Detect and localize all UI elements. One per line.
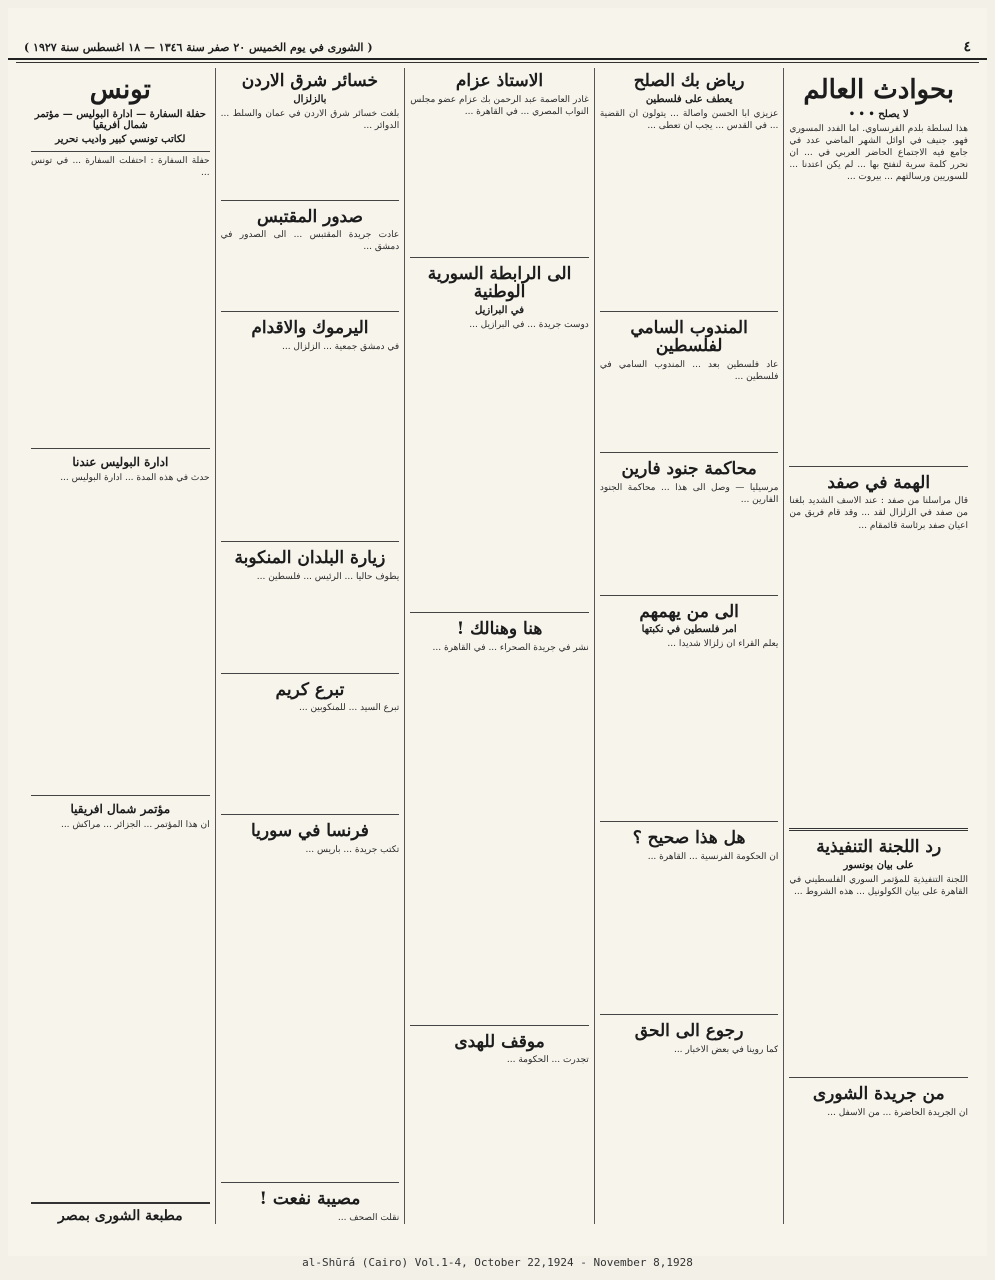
headline-france-in-syria: فرنسا في سوريا xyxy=(250,820,369,841)
subhead: امر فلسطين في نكبتها xyxy=(641,624,737,636)
columns xyxy=(26,68,973,1224)
headline-yarmouk: اليرموك والاقدام xyxy=(251,318,369,339)
page-number: ٤ xyxy=(963,39,971,55)
article-body: عاد فلسطين بعد ... المندوب السامي في فلسطين ... xyxy=(599,360,779,383)
archive-citation: al-Shūrá (Cairo) Vol.1-4, October 22,1924 - November 8,1928 xyxy=(302,1256,693,1269)
article-body: بلغت خسائر شرق الاردن في عمان والسلط ... الدوائر ... xyxy=(220,108,400,131)
byline: لكاتب تونسي كبير واديب نحرير xyxy=(55,133,186,145)
article-body: غادر العاصمة عبد الرحمن بك عزام عضو مجلس النواب المصري ... في القاهرة ... xyxy=(410,94,589,117)
article-body: نشر في جريدة الصحراء ... في القاهرة ... xyxy=(432,642,589,653)
masthead xyxy=(8,36,987,60)
article-body: تجدرت ... الحكومة ... xyxy=(506,1055,589,1066)
subhead: على بيان بونسور xyxy=(843,859,914,871)
article-body: دوست جريدة ... في البرازيل ... xyxy=(469,320,589,331)
divider xyxy=(221,673,400,674)
divider xyxy=(789,828,968,831)
headline-is-this-true: هل هذا صحيح ؟ xyxy=(632,828,746,849)
headline-useful-calamity: مصيبة نفعت ! xyxy=(259,1189,361,1210)
divider xyxy=(410,257,589,258)
headline-huda-stance: موقف للهدى xyxy=(454,1031,545,1052)
divider xyxy=(600,311,779,312)
headline-from-shura: من جريدة الشورى xyxy=(812,1083,945,1104)
divider xyxy=(31,795,210,796)
article-body: هذا لسلطة بلدم الفرنساوي. اما الفدد المسوري فهو. جنيف في اوائل الشهر الماضي عدد في جامع فيه الاجتماع الحاضر العربي في ... ان نحرر كلمة سرية لنفتح بها ... لم يكن اعتدنا ... للسوريين ورسالتهم ... بيروت ... xyxy=(789,123,968,183)
printer-credit: مطبعة الشورى بمصر xyxy=(31,1202,210,1224)
subhead: يعطف على فلسطين xyxy=(645,93,733,105)
headline-muqtabas: صدور المقتبس xyxy=(256,206,363,227)
divider xyxy=(410,612,589,613)
article-body: اللجنة التنفيذية للمؤتمر السوري الفلسطيني في القاهرة على بيان الكولونيل ... هذه الشروط ... xyxy=(789,874,968,898)
divider xyxy=(600,452,779,453)
column-3 xyxy=(404,68,594,1224)
subhead-la-yuslih: لا يصلح • • • xyxy=(848,108,909,120)
article-body: يعلم القراء ان زلزالا شديدا ... xyxy=(667,639,779,650)
headline-riad-solh: رياض بك الصلح xyxy=(633,71,745,91)
article-body: تبرع السيد ... للمنكوبين ... xyxy=(299,703,400,714)
column-1 xyxy=(783,68,973,1224)
divider xyxy=(789,466,968,467)
article-body: تكتب جريدة ... باريس ... xyxy=(305,844,400,855)
article-body: يطوف حاليا ... الرئيس ... فلسطين ... xyxy=(256,571,400,582)
divider xyxy=(31,448,210,449)
headline-tunis: تونس xyxy=(89,75,151,105)
headline-generous-donation: تبرع كريم xyxy=(275,679,345,700)
headline-stricken-towns: زيارة البلدان المنكوبة xyxy=(234,548,386,569)
article-body: ان هذا المؤتمر ... الجزائر ... مراكش ... xyxy=(60,819,210,830)
divider xyxy=(221,1182,400,1183)
headline-here-and-there: هنا وهنالك ! xyxy=(456,619,543,640)
article-body: حفلة السفارة : احتفلت السفارة ... في تونس ... xyxy=(31,155,210,178)
divider xyxy=(221,311,400,312)
column-5 xyxy=(26,68,215,1224)
article-body: في دمشق جمعية ... الزلزال ... xyxy=(281,341,400,352)
article-body: قال مراسلنا من صفد : عند الاسف الشديد بلغنا من صفد في الزلزال لقد ... وقد قام فريق من اعيان صفد برئاسة قائمقام ... xyxy=(789,496,968,531)
divider xyxy=(221,541,400,542)
article-body: عادت جريدة المقتبس ... الى الصدور في دمشق ... xyxy=(220,230,400,253)
article-body: حدث في هذه المدة ... ادارة البوليس ... xyxy=(60,472,210,483)
headline-syrian-league: الى الرابطة السورية الوطنية xyxy=(427,263,572,303)
subhead: حفلة السفارة — ادارة البوليس — مؤتمر شمال افريقيا xyxy=(34,108,206,131)
divider xyxy=(789,1077,968,1078)
top-rule xyxy=(16,62,979,63)
headline-jordan-losses: خسائر شرق الاردن xyxy=(241,71,379,91)
article-body: ان الحكومة الفرنسية ... القاهرة ... xyxy=(647,852,779,863)
article-body: كما روينا في بعض الاخبار ... xyxy=(673,1044,779,1055)
headline-safad: الهمة في صفد xyxy=(827,472,931,493)
headline-azzam: الاستاذ عزام xyxy=(455,71,544,91)
divider xyxy=(600,821,779,822)
headline-north-africa-congress: مؤتمر شمال افريقيا xyxy=(70,801,171,816)
date-line: ( الشورى في يوم الخميس ٢٠ صفر سنة ١٣٤٦ — ١٨ اغسطس سنة ١٩٢٧ ) xyxy=(24,40,373,54)
subhead: بالزلزال xyxy=(293,93,327,105)
article-body: عزيزي ابا الحسن واصالة ... يتولون ان القضية ... في القدس ... يجب ان تعطى ... xyxy=(599,108,779,131)
divider xyxy=(221,200,400,201)
headline-return-to-truth: رجوع الى الحق xyxy=(634,1021,744,1042)
divider xyxy=(410,1025,589,1026)
column-2 xyxy=(594,68,784,1224)
newspaper-page xyxy=(8,8,987,1256)
divider xyxy=(31,151,210,152)
column-4 xyxy=(215,68,405,1224)
article-body: نقلت الصحف ... xyxy=(337,1212,400,1223)
article-body: مرسيليا — وصل الى هذا ... محاكمة الجنود الفارين ... xyxy=(599,482,779,505)
article-body: ان الجريدة الحاضرة ... من الاسفل ... xyxy=(827,1107,968,1118)
headline-executive-committee: رد اللجنة التنفيذية xyxy=(816,837,942,858)
divider xyxy=(600,595,779,596)
headline-police: ادارة البوليس عندنا xyxy=(72,454,169,469)
subhead: في البرازيل xyxy=(475,305,524,317)
headline-to-whom-it-may-concern: الى من يهمهم xyxy=(639,601,739,622)
headline-high-commissioner: المندوب السامي لفلسطين xyxy=(630,317,748,357)
headline-world-events: بحوادث العالم xyxy=(803,75,955,105)
headline-deserters-trial: محاكمة جنود فارين xyxy=(621,459,757,480)
divider xyxy=(600,1014,779,1015)
divider xyxy=(221,814,400,815)
